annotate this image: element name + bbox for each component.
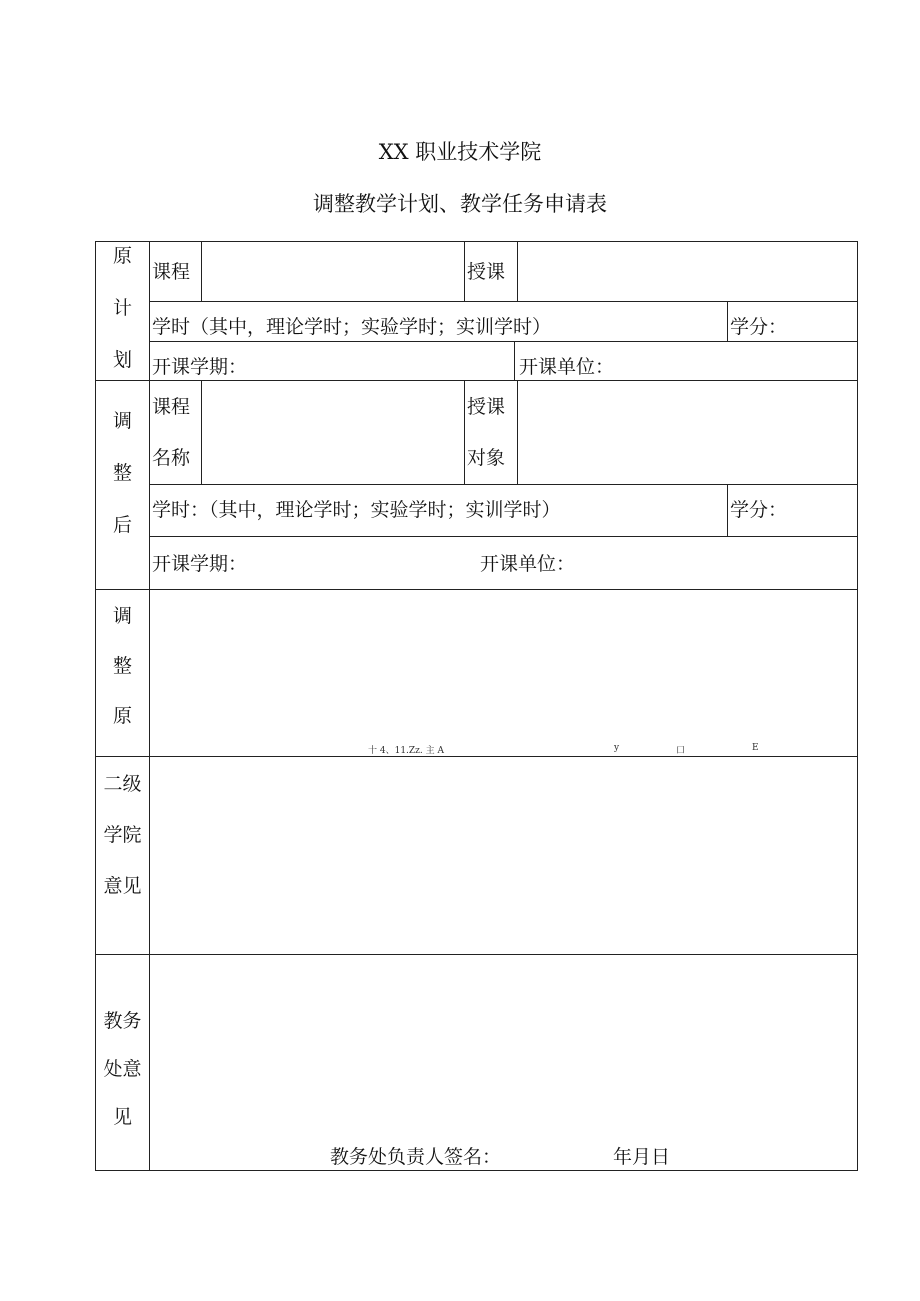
- adjusted-target-label-line2: 对象: [467, 447, 506, 469]
- side-char: 原: [112, 705, 132, 727]
- adjusted-target-field[interactable]: [518, 381, 857, 484]
- reason-signature-text: 十 4、11.Zz. 主 A: [368, 746, 444, 756]
- reason-side-label: [96, 604, 149, 728]
- adjusted-target-label-line1: 授课: [467, 396, 506, 418]
- adjusted-side-label: [96, 409, 149, 537]
- original-semester-label: 开课学期：: [152, 356, 248, 378]
- adjusted-course-label-line1: 课程: [152, 396, 191, 418]
- adjusted-semester-label: 开课学期：: [152, 553, 248, 575]
- cell-divider: [727, 484, 728, 536]
- academic-affairs-date-label: 年月日: [613, 1146, 671, 1168]
- row-divider: [149, 341, 858, 342]
- original-target-label: 授课: [467, 261, 506, 283]
- reason-signature-mark: y: [614, 743, 620, 753]
- adjusted-course-name-field[interactable]: [202, 381, 464, 484]
- side-char: 整: [112, 655, 132, 677]
- college-opinion-side-label: [96, 772, 149, 898]
- adjusted-course-label-line2: 名称: [152, 447, 191, 469]
- original-course-label: 课程: [152, 261, 191, 283]
- reason-text-field[interactable]: [150, 590, 857, 740]
- side-char: 计: [112, 297, 132, 319]
- side-char: 后: [112, 514, 132, 536]
- side-char: 整: [112, 462, 132, 484]
- side-char: 原: [112, 245, 132, 267]
- adjusted-unit-label: 开课单位：: [480, 553, 576, 575]
- table-border-bottom: [95, 1170, 858, 1171]
- adjusted-credit-label: 学分：: [730, 499, 788, 521]
- side-char: 调: [112, 605, 132, 627]
- academic-affairs-signature-label: 教务处负责人签名：: [330, 1146, 502, 1168]
- original-course-name-field[interactable]: [202, 242, 464, 301]
- side-char: 处意: [103, 1058, 142, 1080]
- side-char: 意见: [103, 875, 142, 897]
- table-border-right: [857, 241, 858, 1171]
- reason-signature-mark: 口: [676, 746, 686, 756]
- original-plan-side-label: [96, 244, 149, 372]
- side-char: 调: [112, 410, 132, 432]
- original-credit-label: 学分：: [730, 316, 788, 338]
- side-char: 学院: [103, 824, 142, 846]
- original-hours-label: 学时（其中，理论学时；实验学时；实训学时）: [152, 316, 552, 338]
- side-char: 划: [112, 349, 132, 371]
- row-divider: [149, 536, 858, 537]
- side-char: 教务: [103, 1010, 142, 1032]
- side-char: 二级: [103, 773, 142, 795]
- row-divider: [149, 484, 858, 485]
- cell-divider: [727, 301, 728, 341]
- reason-signature-mark: E: [752, 743, 759, 753]
- cell-divider: [464, 380, 465, 484]
- adjusted-hours-label: 学时：（其中，理论学时；实验学时；实训学时）: [152, 499, 561, 521]
- college-opinion-field[interactable]: [150, 757, 857, 954]
- form-title: 调整教学计划、教学任务申请表: [313, 192, 607, 216]
- row-divider: [149, 301, 858, 302]
- cell-divider: [514, 341, 515, 380]
- academic-affairs-opinion-field[interactable]: [150, 955, 857, 1135]
- side-char: 见: [112, 1106, 132, 1128]
- original-unit-label: 开课单位：: [519, 356, 615, 378]
- institution-title: XX 职业技术学院: [378, 140, 542, 164]
- cell-divider: [464, 241, 465, 301]
- academic-affairs-side-label: [96, 1009, 149, 1129]
- original-target-field[interactable]: [518, 242, 857, 301]
